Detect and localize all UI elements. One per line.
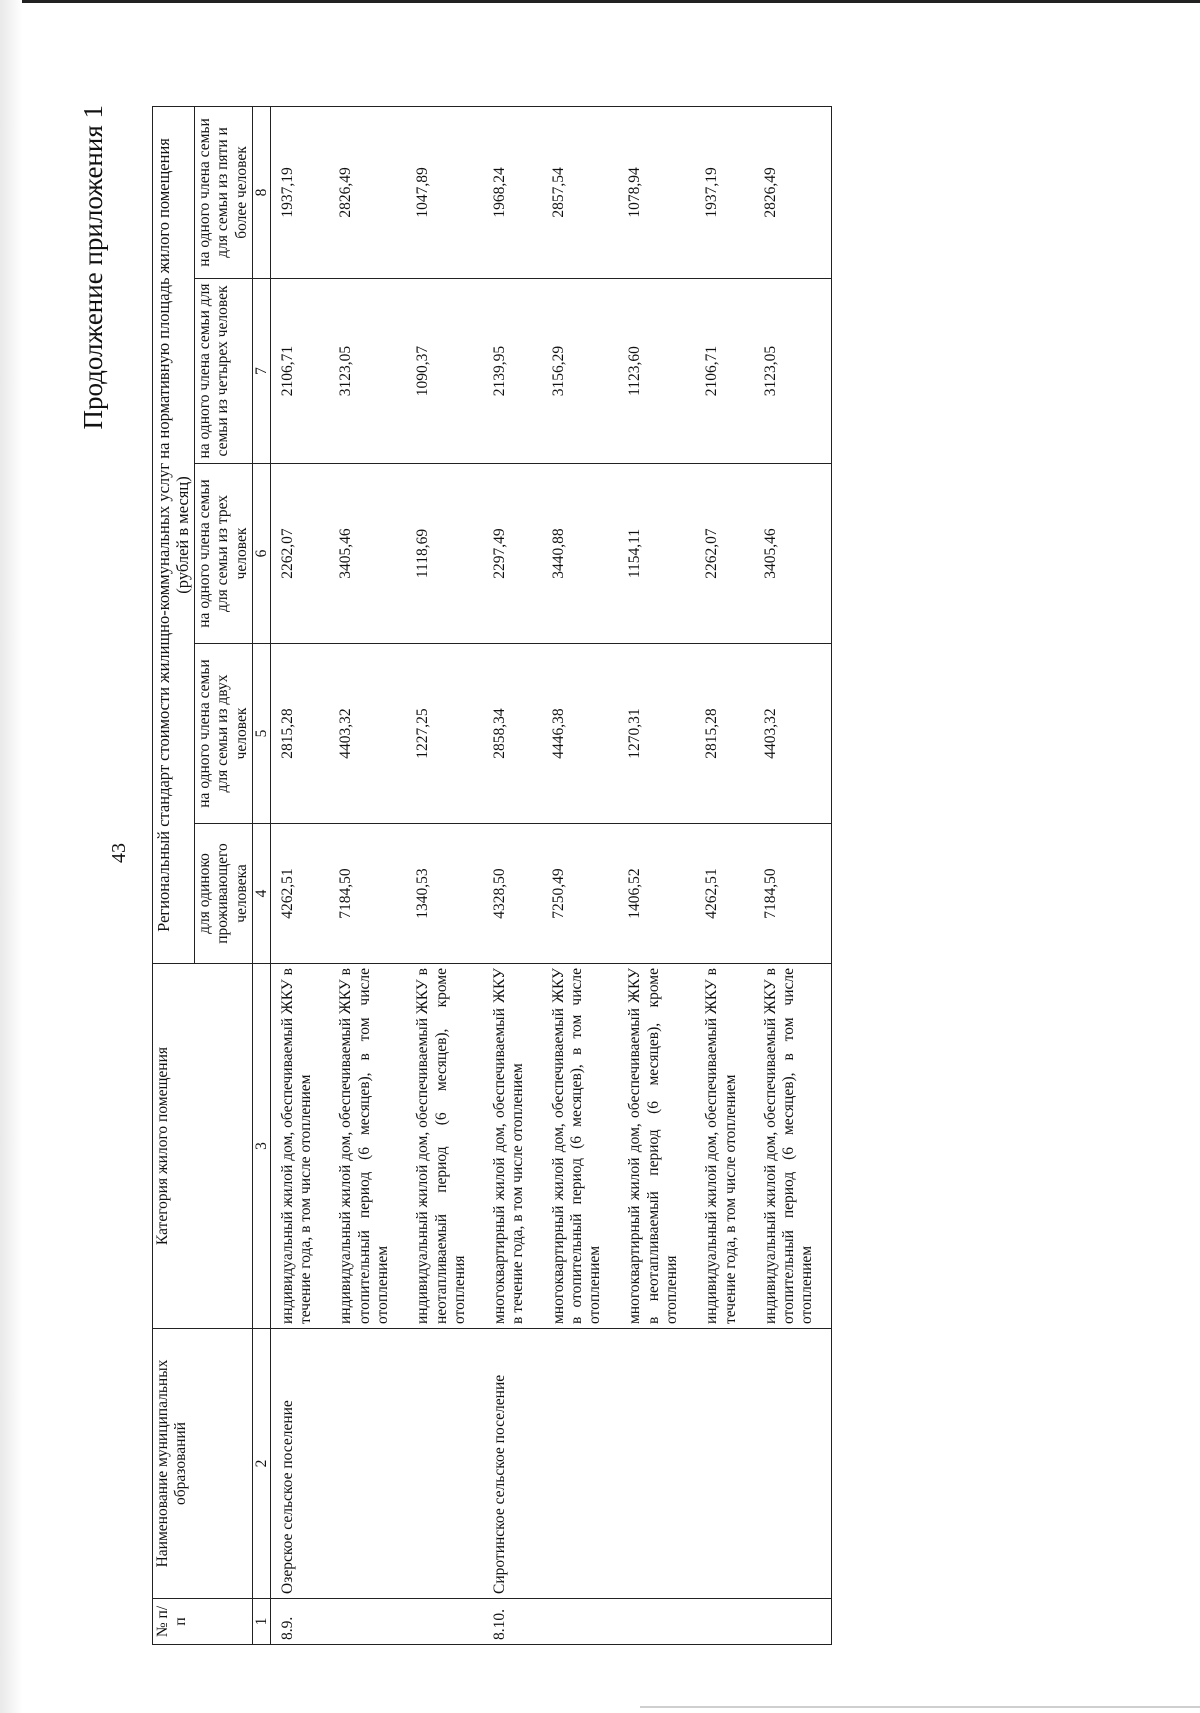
table-row — [483, 106, 542, 1644]
row-number — [618, 1599, 695, 1645]
row-number — [329, 1599, 406, 1645]
column-number: 8 — [252, 106, 270, 278]
value-single: 7250,49 — [542, 824, 619, 964]
value-four: 1123,60 — [618, 279, 695, 464]
municipality-name: Сиротинское сельское поселение — [483, 1329, 542, 1599]
value-two: 4403,32 — [329, 644, 406, 824]
header-col-3: Категория жилого помещения — [153, 964, 253, 1329]
table-row — [695, 106, 754, 1644]
municipality-name — [754, 1329, 831, 1599]
value-two: 4403,32 — [754, 644, 831, 824]
column-number: 7 — [252, 279, 270, 464]
row-number — [406, 1599, 483, 1645]
municipality-name: Озерское сельское поселение — [270, 1329, 329, 1599]
value-five-plus: 1937,19 — [270, 106, 329, 278]
value-five-plus: 2857,54 — [542, 106, 619, 278]
value-three: 1154,11 — [618, 464, 695, 644]
table-row — [542, 106, 619, 1644]
header-col-1: № п/п — [153, 1599, 253, 1645]
header-col-7: на одного члена семьи для семьи из четырех человек — [194, 279, 252, 464]
value-two: 2815,28 — [270, 644, 329, 824]
header-col-8: на одного члена семьи для семьи из пяти и более человек — [194, 106, 252, 278]
value-three: 1118,69 — [406, 464, 483, 644]
value-two: 2815,28 — [695, 644, 754, 824]
value-five-plus: 1968,24 — [483, 106, 542, 278]
header-row-1 — [153, 106, 195, 1644]
row-number: 8.10. — [483, 1599, 542, 1645]
column-number: 6 — [252, 464, 270, 644]
value-five-plus: 2826,49 — [754, 106, 831, 278]
row-number — [754, 1599, 831, 1645]
housing-category: индивидуальный жилой дом, обеспечиваемый ЖКУ в неотапливаемый период (6 месяцев), кроме отопления — [406, 964, 483, 1329]
value-single: 1406,52 — [618, 824, 695, 964]
page-number: 43 — [108, 843, 130, 863]
value-single: 7184,50 — [754, 824, 831, 964]
value-two: 1227,25 — [406, 644, 483, 824]
value-four: 2139,95 — [483, 279, 542, 464]
standards-table — [152, 106, 832, 1645]
value-four: 3123,05 — [329, 279, 406, 464]
value-four: 1090,37 — [406, 279, 483, 464]
value-three: 3405,46 — [754, 464, 831, 644]
value-four: 3123,05 — [754, 279, 831, 464]
municipality-name — [618, 1329, 695, 1599]
value-five-plus: 2826,49 — [329, 106, 406, 278]
column-number: 1 — [252, 1599, 270, 1645]
column-number: 5 — [252, 644, 270, 824]
value-two: 4446,38 — [542, 644, 619, 824]
value-four: 2106,71 — [695, 279, 754, 464]
housing-category: многоквартирный жилой дом, обеспечиваемый ЖКУ в неотапливаемый период (6 месяцев), кроме отопления — [618, 964, 695, 1329]
housing-category: многоквартирный жилой дом, обеспечиваемый ЖКУ в отопительный период (6 месяцев), в том числе отоплением — [542, 964, 619, 1329]
value-single: 4262,51 — [695, 824, 754, 964]
table-row — [270, 106, 329, 1644]
municipality-name — [406, 1329, 483, 1599]
value-single: 4328,50 — [483, 824, 542, 964]
header-col-5: на одного члена семьи для семьи из двух человек — [194, 644, 252, 824]
row-number — [695, 1599, 754, 1645]
row-number — [542, 1599, 619, 1645]
value-single: 1340,53 — [406, 824, 483, 964]
value-three: 3405,46 — [329, 464, 406, 644]
value-two: 1270,31 — [618, 644, 695, 824]
header-group: Региональный стандарт стоимости жилищно-коммунальных услуг на нормативную площадь жилого помещения (рублей в месяц) — [153, 106, 195, 963]
column-number: 2 — [252, 1329, 270, 1599]
column-number: 4 — [252, 824, 270, 964]
value-single: 4262,51 — [270, 824, 329, 964]
value-three: 2262,07 — [270, 464, 329, 644]
municipality-name — [695, 1329, 754, 1599]
value-single: 7184,50 — [329, 824, 406, 964]
table-row — [754, 106, 831, 1644]
value-five-plus: 1047,89 — [406, 106, 483, 278]
table-row — [618, 106, 695, 1644]
value-three: 3440,88 — [542, 464, 619, 644]
value-five-plus: 1937,19 — [695, 106, 754, 278]
value-two: 2858,34 — [483, 644, 542, 824]
header-col-4: для одиноко проживающего человека — [194, 824, 252, 964]
municipality-name — [542, 1329, 619, 1599]
header-col-6: на одного члена семьи для семьи из трех человек — [194, 464, 252, 644]
municipality-name — [329, 1329, 406, 1599]
appendix-title: Продолжение приложения 1 — [78, 105, 108, 430]
table-row — [329, 106, 406, 1644]
value-three: 2262,07 — [695, 464, 754, 644]
housing-category: индивидуальный жилой дом, обеспечиваемый ЖКУ в течение года, в том числе отоплением — [270, 964, 329, 1329]
value-four: 2106,71 — [270, 279, 329, 464]
value-four: 3156,29 — [542, 279, 619, 464]
table-row — [406, 106, 483, 1644]
housing-category: многоквартирный жилой дом, обеспечиваемый ЖКУ в течение года, в том числе отоплением — [483, 964, 542, 1329]
housing-category: индивидуальный жилой дом, обеспечиваемый ЖКУ в отопительный период (6 месяцев), в том числе отоплением — [329, 964, 406, 1329]
column-numbers-row — [252, 106, 270, 1644]
value-three: 2297,49 — [483, 464, 542, 644]
column-number: 3 — [252, 964, 270, 1329]
housing-category: индивидуальный жилой дом, обеспечиваемый ЖКУ в отопительный период (6 месяцев), в том числе отоплением — [754, 964, 831, 1329]
value-five-plus: 1078,94 — [618, 106, 695, 278]
header-col-2: Наименование муниципальных образований — [153, 1329, 253, 1599]
housing-category: индивидуальный жилой дом, обеспечиваемый ЖКУ в течение года, в том числе отоплением — [695, 964, 754, 1329]
row-number: 8.9. — [270, 1599, 329, 1645]
